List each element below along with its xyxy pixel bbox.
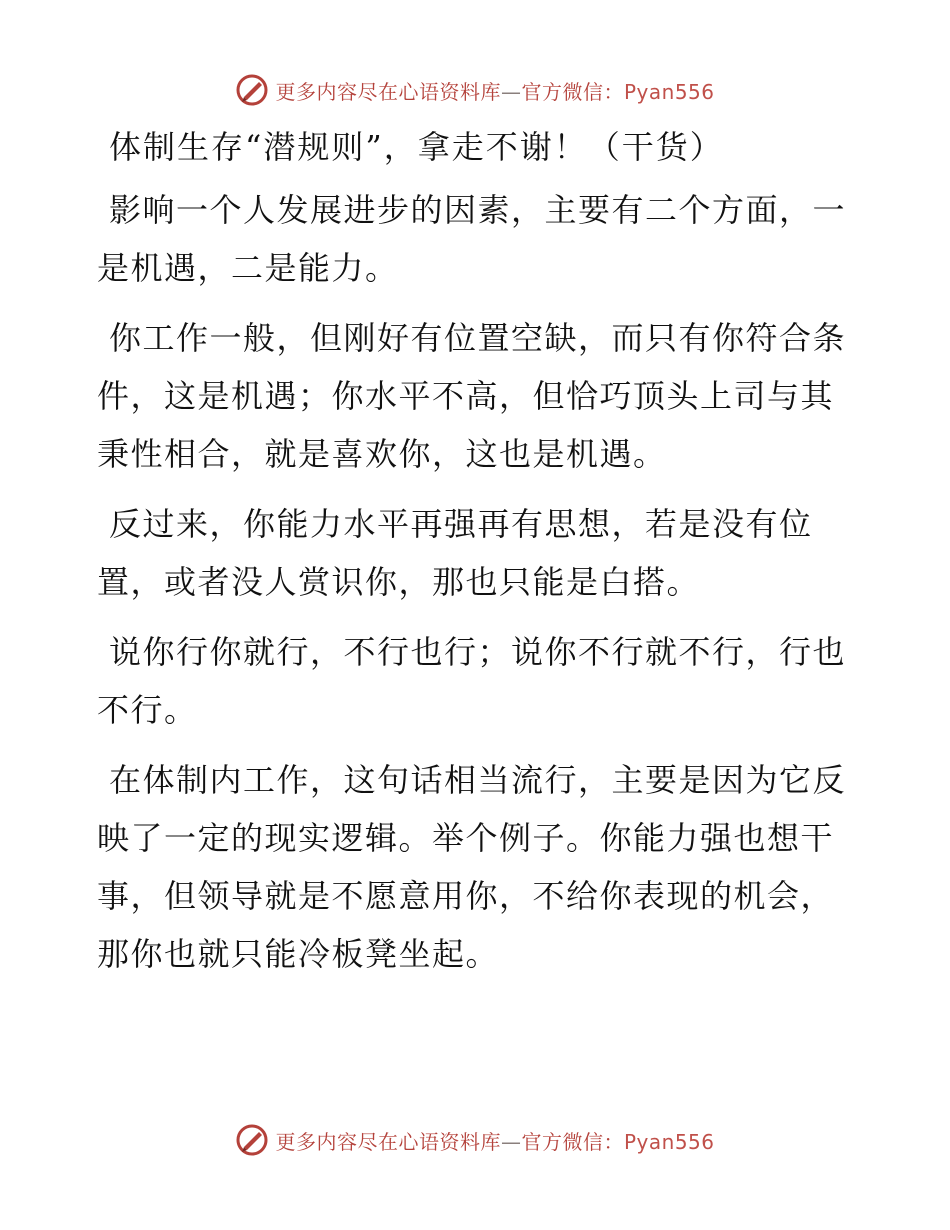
watermark-text (275, 1126, 714, 1155)
watermark-wechat-label: 官方微信： (521, 79, 624, 104)
watermark-site-text: 更多内容尽在心语资料库 (275, 1129, 501, 1154)
paragraph: 影响一个人发展进步的因素，主要有二个方面，一是机遇，二是能力。 (97, 191, 847, 287)
document-body (97, 123, 857, 995)
paragraph: 反过来，你能力水平再强再有思想，若是没有位置，或者没人赏识你，那也只能是白搭。 (97, 505, 813, 601)
paragraph: 说你行你就行，不行也行；说你不行就不行，行也不行。 (97, 633, 847, 729)
paragraph: 在体制内工作，这句话相当流行，主要是因为它反映了一定的现实逻辑。举个例子。你能力强也想干事，但领导就是不愿意用你，不给你表现的机会，那你也就只能冷板凳坐起。 (97, 761, 847, 973)
watermark-text (275, 76, 714, 105)
watermark-header (0, 70, 950, 110)
watermark-footer (0, 1120, 950, 1160)
quill-pen-logo-icon (235, 73, 269, 107)
watermark-wechat-id: Pyan556 (623, 79, 715, 104)
watermark-wechat-id: Pyan556 (623, 1129, 715, 1154)
quill-pen-logo-icon (235, 1123, 269, 1157)
document-title: 体制生存“潜规则”，拿走不谢！（干货） (109, 128, 724, 166)
watermark-dash: — (500, 79, 522, 104)
watermark-dash: — (500, 1129, 522, 1154)
watermark-site-text: 更多内容尽在心语资料库 (275, 79, 501, 104)
watermark-wechat-label: 官方微信： (521, 1129, 624, 1154)
paragraph: 你工作一般，但刚好有位置空缺，而只有你符合条件，这是机遇；你水平不高，但恰巧顶头上司与其秉性相合，就是喜欢你，这也是机遇。 (97, 319, 847, 473)
